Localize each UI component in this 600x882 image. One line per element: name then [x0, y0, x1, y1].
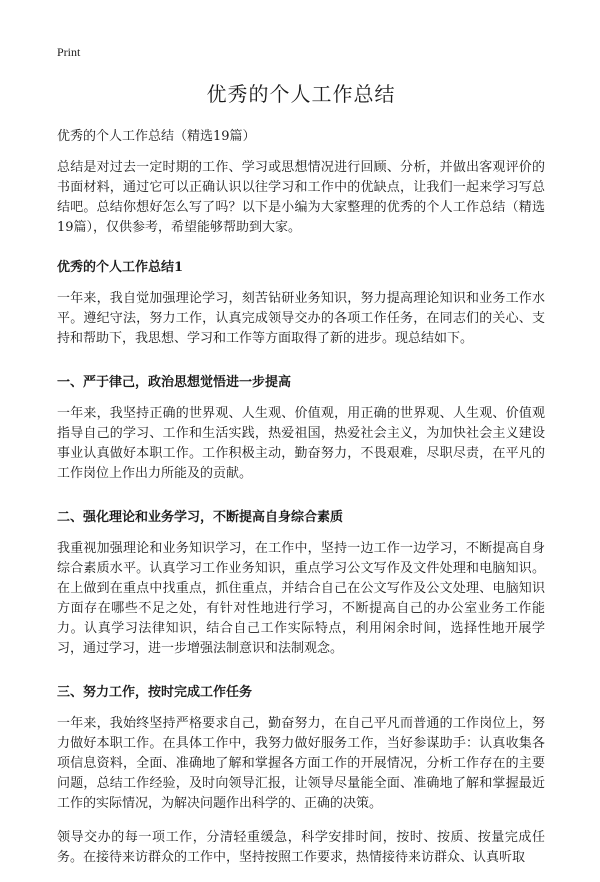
intro-paragraph: 总结是对过去一定时期的工作、学习或思想情况进行回顾、分析，并做出客观评价的书面材料，通过它可以正确认识以往学习和工作中的优缺点，让我们一起来学习写总结吧。总结你想好怎么写了吗？以下是小编为大家整理的优秀的个人工作总结（精选19篇），仅供参考，希望能够帮助到大家。 — [57, 160, 545, 235]
section-1-paragraph-1: 一年来，我坚持正确的世界观、人生观、价值观，用正确的世界观、人生观、价值观指导自己的学习、工作和生活实践，热爱祖国，热爱社会主义，为加快社会主义建设事业认真做好本职工作。工作积极主动，勤奋努力，不畏艰难，尽职尽责，在平凡的工作岗位上作出力所能及的贡献。 — [57, 406, 545, 481]
document-page — [57, 78, 545, 882]
section-heading-2: 二、强化理论和业务学习，不断提高自身综合素质 — [57, 510, 344, 525]
section-heading-1: 一、严于律己，政治思想觉悟进一步提高 — [57, 375, 292, 390]
document-subtitle: 优秀的个人工作总结（精选19篇） — [57, 129, 256, 144]
print-link[interactable]: Print — [57, 45, 81, 59]
article-heading: 优秀的个人工作总结1 — [57, 260, 184, 275]
article-intro-paragraph: 一年来，我自觉加强理论学习，刻苦钻研业务知识，努力提高理论知识和业务工作水平。遵纪守法，努力工作，认真完成领导交办的各项工作任务，在同志们的关心、支持和帮助下，我思想、学习和工作等方面取得了新的进步。现总结如下。 — [57, 291, 545, 346]
section-3-paragraph-2: 领导交办的每一项工作，分清轻重缓急，科学安排时间，按时、按质、按量完成任务。在接待来访群众的工作中，坚持按照工作要求，热情接待来访群众、认真听取 — [57, 830, 545, 865]
section-heading-3: 三、努力工作，按时完成工作任务 — [57, 685, 253, 700]
section-2-paragraph-1: 我重视加强理论和业务知识学习，在工作中，坚持一边工作一边学习，不断提高自身综合素质水平。认真学习工作业务知识，重点学习公文写作及文件处理和电脑知识。在上做到在重点中找重点，抓住重点，并结合自己在公文写作及公文处理、电脑知识方面存在哪些不足之处，有针对性地进行学习，不断提高自己的办公室业务工作能力。认真学习法律知识，结合自己工作实际特点，利用闲余时间，选择性地开展学习，通过学习，进一步增强法制意识和法制观念。 — [57, 541, 545, 656]
section-3-paragraph-1: 一年来，我始终坚持严格要求自己，勤奋努力，在自己平凡而普通的工作岗位上，努力做好本职工作。在具体工作中，我努力做好服务工作，当好参谋助手：认真收集各项信息资料，全面、准确地了解和掌握各方面工作的开展情况，分析工作存在的主要问题，总结工作经验，及时向领导汇报，让领导尽量能全面、准确地了解和掌握最近工作的实际情况，为解决问题作出科学的、正确的决策。 — [57, 716, 545, 811]
page-title: 优秀的个人工作总结 — [206, 82, 396, 106]
